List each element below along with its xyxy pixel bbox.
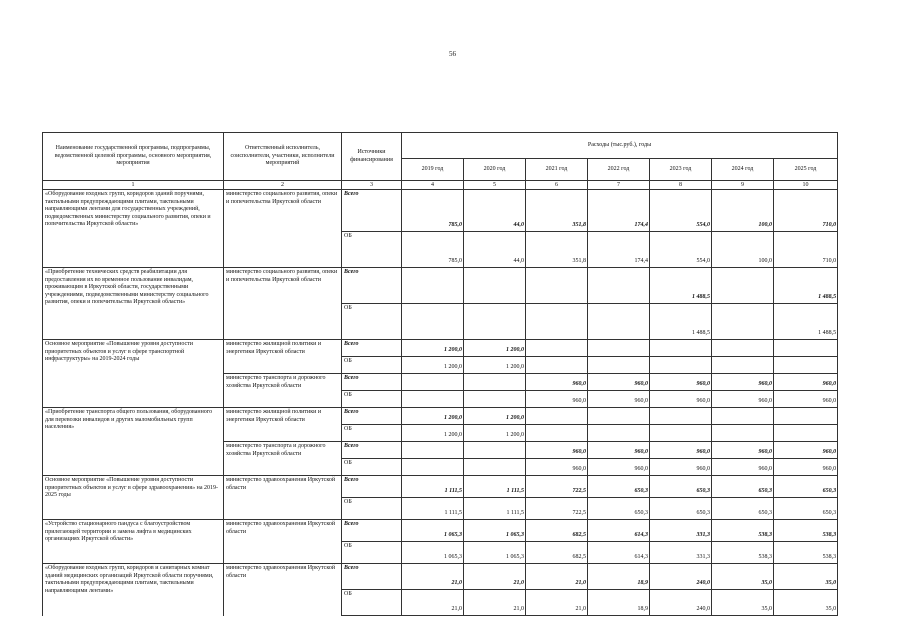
total-value xyxy=(774,340,838,357)
sub-value: 44,0 xyxy=(464,232,526,268)
total-value: 960,0 xyxy=(526,374,588,391)
table-row xyxy=(43,564,838,590)
column-index: 4 xyxy=(402,181,464,190)
column-index: 2 xyxy=(224,181,342,190)
total-value: 1 111,5 xyxy=(464,476,526,498)
sub-value: 650,3 xyxy=(588,498,650,520)
total-value: 538,3 xyxy=(774,520,838,542)
sub-value: 100,0 xyxy=(712,232,774,268)
total-value: 100,0 xyxy=(712,190,774,232)
sub-value: 35,0 xyxy=(712,590,774,616)
source-total-label: Всего xyxy=(342,374,402,391)
total-value xyxy=(526,268,588,304)
total-value: 21,0 xyxy=(526,564,588,590)
total-value xyxy=(650,408,712,425)
header-name: Наименование государственной программы, подпрограммы, ведомственной целевой программы, основного мероприятия, мероприятия xyxy=(43,133,224,181)
sub-value: 1 200,0 xyxy=(464,425,526,442)
total-value: 960,0 xyxy=(526,442,588,459)
source-total-label: Всего xyxy=(342,190,402,232)
total-value: 650,3 xyxy=(712,476,774,498)
row-executor: министерство здравоохранения Иркутской области xyxy=(224,476,342,520)
header-year: 2020 год xyxy=(464,159,526,181)
total-value: 351,8 xyxy=(526,190,588,232)
total-value: 35,0 xyxy=(712,564,774,590)
sub-value xyxy=(464,391,526,408)
total-value: 710,0 xyxy=(774,190,838,232)
sub-value: 960,0 xyxy=(588,459,650,476)
sub-value xyxy=(774,425,838,442)
total-value: 722,5 xyxy=(526,476,588,498)
source-sub-label: ОБ xyxy=(342,357,402,374)
source-total-label: Всего xyxy=(342,340,402,357)
total-value: 538,3 xyxy=(712,520,774,542)
total-value: 1 200,0 xyxy=(464,340,526,357)
sub-value: 554,0 xyxy=(650,232,712,268)
total-value: 21,0 xyxy=(464,564,526,590)
row-name: «Приобретение транспорта общего пользования, оборудованного для перевозки инвалидов и других маломобильных групп населения» xyxy=(43,408,224,476)
source-sub-label: ОБ xyxy=(342,232,402,268)
sub-value: 960,0 xyxy=(712,391,774,408)
total-value xyxy=(650,340,712,357)
total-value xyxy=(402,442,464,459)
sub-value xyxy=(526,425,588,442)
total-value: 960,0 xyxy=(712,442,774,459)
row-executor: министерство социального развития, опеки и попечительства Иркутской области xyxy=(224,268,342,340)
sub-value xyxy=(712,425,774,442)
row-name: «Оборудование входных групп, коридоров и санитарных комнат зданий медицинских организаций Иркутской области поручнями, тактильными предупреждающими плитами, тактильными направляющими лентами» xyxy=(43,564,224,616)
page-number: 56 xyxy=(449,50,456,58)
row-executor: министерство социального развития, опеки и попечительства Иркутской области xyxy=(224,190,342,268)
total-value: 1 065,3 xyxy=(464,520,526,542)
sub-value xyxy=(588,304,650,340)
source-total-label: Всего xyxy=(342,408,402,425)
total-value xyxy=(588,340,650,357)
sub-value: 722,5 xyxy=(526,498,588,520)
table-row xyxy=(43,476,838,498)
sub-value: 960,0 xyxy=(774,459,838,476)
total-value xyxy=(464,268,526,304)
sub-value: 650,3 xyxy=(650,498,712,520)
total-value xyxy=(402,374,464,391)
total-value xyxy=(588,408,650,425)
total-value xyxy=(526,340,588,357)
header-year: 2025 год xyxy=(774,159,838,181)
total-value: 554,0 xyxy=(650,190,712,232)
total-value: 960,0 xyxy=(588,442,650,459)
sub-value: 21,0 xyxy=(526,590,588,616)
column-index: 10 xyxy=(774,181,838,190)
table-row xyxy=(43,268,838,304)
total-value: 174,4 xyxy=(588,190,650,232)
row-executor: министерство жилищной политики и энергетики Иркутской области xyxy=(224,408,342,442)
total-value: 960,0 xyxy=(650,442,712,459)
total-value: 1 200,0 xyxy=(402,340,464,357)
header-year: 2022 год xyxy=(588,159,650,181)
row-executor: министерство здравоохранения Иркутской области xyxy=(224,520,342,564)
sub-value: 1 111,5 xyxy=(402,498,464,520)
sub-value: 331,3 xyxy=(650,542,712,564)
row-name: «Устройство стационарного пандуса с благоустройством прилегающей территории и замена лифта в медицинских организациях Иркутской области» xyxy=(43,520,224,564)
sub-value: 960,0 xyxy=(526,459,588,476)
source-sub-label: ОБ xyxy=(342,590,402,616)
sub-value: 174,4 xyxy=(588,232,650,268)
sub-value: 1 488,5 xyxy=(774,304,838,340)
total-value xyxy=(464,442,526,459)
header-year: 2021 год xyxy=(526,159,588,181)
row-name: «Оборудование входных групп, коридоров зданий поручнями, тактильными предупреждающими плитами, тактильными направляющими лентами для государственных учреждений, подведомственных министерству социального развития, опеки и попечительства Иркутской области» xyxy=(43,190,224,268)
total-value: 1 111,5 xyxy=(402,476,464,498)
header-expenses: Расходы (тыс.руб.), годы xyxy=(402,133,838,159)
table-header xyxy=(43,133,838,190)
table-body xyxy=(43,190,838,616)
total-value: 682,5 xyxy=(526,520,588,542)
sub-value: 650,3 xyxy=(774,498,838,520)
total-value: 21,0 xyxy=(402,564,464,590)
source-sub-label: ОБ xyxy=(342,304,402,340)
column-index: 8 xyxy=(650,181,712,190)
sub-value: 18,9 xyxy=(588,590,650,616)
total-value: 44,0 xyxy=(464,190,526,232)
sub-value: 960,0 xyxy=(526,391,588,408)
row-name: Основное мероприятие «Повышение уровня доступности приоритетных объектов и услуг в сфере транспортной инфраструктуры» на 2019-2024 годы xyxy=(43,340,224,408)
sub-value: 960,0 xyxy=(588,391,650,408)
total-value: 18,9 xyxy=(588,564,650,590)
total-value xyxy=(712,268,774,304)
column-index: 7 xyxy=(588,181,650,190)
total-value: 960,0 xyxy=(588,374,650,391)
total-value: 785,0 xyxy=(402,190,464,232)
total-value: 650,3 xyxy=(774,476,838,498)
total-value xyxy=(712,408,774,425)
sub-value: 710,0 xyxy=(774,232,838,268)
source-total-label: Всего xyxy=(342,268,402,304)
total-value xyxy=(464,374,526,391)
row-name: «Приобретение технических средств реабилитации для предоставления их во временное пользование инвалидам, проживающим в Иркутской области, государственными учреждениями, подведомственными министерству социального развития, опеки и попечительства Иркутской области» xyxy=(43,268,224,340)
total-value: 960,0 xyxy=(650,374,712,391)
total-value: 960,0 xyxy=(774,442,838,459)
sub-value: 1 200,0 xyxy=(464,357,526,374)
sub-value xyxy=(464,459,526,476)
total-value xyxy=(588,268,650,304)
sub-value xyxy=(402,304,464,340)
header-source: Источники финансирования xyxy=(342,133,402,181)
column-index: 1 xyxy=(43,181,224,190)
row-executor: министерство здравоохранения Иркутской области xyxy=(224,564,342,616)
sub-value: 960,0 xyxy=(650,459,712,476)
table-row xyxy=(43,340,838,357)
total-value: 1 200,0 xyxy=(464,408,526,425)
total-value: 1 065,3 xyxy=(402,520,464,542)
sub-value: 1 200,0 xyxy=(402,425,464,442)
header-year: 2024 год xyxy=(712,159,774,181)
column-index: 9 xyxy=(712,181,774,190)
sub-value: 240,0 xyxy=(650,590,712,616)
sub-value xyxy=(712,304,774,340)
sub-value: 21,0 xyxy=(402,590,464,616)
sub-value xyxy=(712,357,774,374)
total-value xyxy=(402,268,464,304)
total-value xyxy=(712,340,774,357)
total-value xyxy=(526,408,588,425)
sub-value xyxy=(402,459,464,476)
sub-value: 785,0 xyxy=(402,232,464,268)
column-index: 6 xyxy=(526,181,588,190)
total-value: 1 200,0 xyxy=(402,408,464,425)
total-value: 1 488,5 xyxy=(650,268,712,304)
sub-value: 960,0 xyxy=(774,391,838,408)
row-name: Основное мероприятие «Повышение уровня доступности приоритетных объектов и услуг в сфере здравоохранения» на 2019-2025 годы xyxy=(43,476,224,520)
total-value: 960,0 xyxy=(712,374,774,391)
sub-value: 351,8 xyxy=(526,232,588,268)
sub-value: 1 065,3 xyxy=(402,542,464,564)
source-total-label: Всего xyxy=(342,476,402,498)
table-row xyxy=(43,520,838,542)
total-value: 331,3 xyxy=(650,520,712,542)
table-row xyxy=(43,190,838,232)
sub-value xyxy=(650,425,712,442)
total-value: 35,0 xyxy=(774,564,838,590)
source-total-label: Всего xyxy=(342,442,402,459)
total-value: 650,3 xyxy=(650,476,712,498)
source-sub-label: ОБ xyxy=(342,542,402,564)
budget-table xyxy=(42,132,838,616)
sub-value xyxy=(650,357,712,374)
source-sub-label: ОБ xyxy=(342,498,402,520)
total-value: 1 488,5 xyxy=(774,268,838,304)
source-sub-label: ОБ xyxy=(342,425,402,442)
source-total-label: Всего xyxy=(342,520,402,542)
sub-value: 1 111,5 xyxy=(464,498,526,520)
source-total-label: Всего xyxy=(342,564,402,590)
sub-value xyxy=(402,391,464,408)
sub-value: 35,0 xyxy=(774,590,838,616)
row-executor: министерство жилищной политики и энергетики Иркутской области xyxy=(224,340,342,374)
sub-value: 538,3 xyxy=(712,542,774,564)
sub-value: 21,0 xyxy=(464,590,526,616)
row-executor: министерство транспорта и дорожного хозяйства Иркутской области xyxy=(224,374,342,408)
sub-value xyxy=(464,304,526,340)
column-index: 3 xyxy=(342,181,402,190)
sub-value xyxy=(526,304,588,340)
sub-value: 1 065,3 xyxy=(464,542,526,564)
total-value xyxy=(774,408,838,425)
sub-value xyxy=(774,357,838,374)
sub-value xyxy=(526,357,588,374)
table-row xyxy=(43,408,838,425)
sub-value: 960,0 xyxy=(650,391,712,408)
sub-value xyxy=(588,357,650,374)
sub-value: 682,5 xyxy=(526,542,588,564)
sub-value: 650,3 xyxy=(712,498,774,520)
total-value: 614,3 xyxy=(588,520,650,542)
total-value: 960,0 xyxy=(774,374,838,391)
row-executor: министерство транспорта и дорожного хозяйства Иркутской области xyxy=(224,442,342,476)
sub-value: 538,3 xyxy=(774,542,838,564)
column-index: 5 xyxy=(464,181,526,190)
source-sub-label: ОБ xyxy=(342,391,402,408)
sub-value: 614,3 xyxy=(588,542,650,564)
header-executor: Ответственный исполнитель, соисполнители, участники, исполнители мероприятий xyxy=(224,133,342,181)
total-value: 240,0 xyxy=(650,564,712,590)
sub-value: 1 200,0 xyxy=(402,357,464,374)
source-sub-label: ОБ xyxy=(342,459,402,476)
sub-value: 1 488,5 xyxy=(650,304,712,340)
header-year: 2019 год xyxy=(402,159,464,181)
sub-value: 960,0 xyxy=(712,459,774,476)
header-year: 2023 год xyxy=(650,159,712,181)
total-value: 650,3 xyxy=(588,476,650,498)
sub-value xyxy=(588,425,650,442)
